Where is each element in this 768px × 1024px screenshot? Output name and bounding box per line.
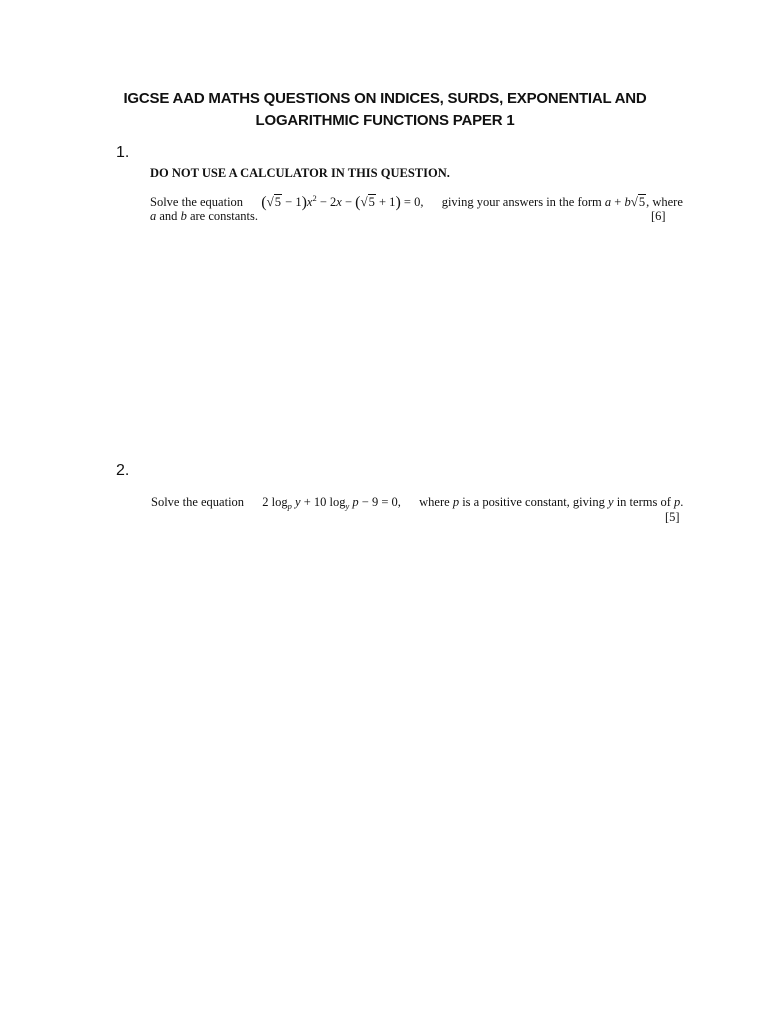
question-1-answer-form: a + b√5, <box>604 194 650 209</box>
page-title-line-2: LOGARITHMIC FUNCTIONS PAPER 1 <box>255 112 515 129</box>
question-1-tail-text: giving your answers in the form <box>441 195 602 209</box>
question-2-equation: 2 $\log_p y + 10$ $\log_y p - 9 = 0$, <box>262 495 401 511</box>
question-1-line-2: a and b are constants. <box>150 209 258 223</box>
question-2-line-1: Solve the equation 2 $\log_p y + 10$ $\log_y p - 9 = 0$, where p is a positive constant, giving y in terms of p. <box>151 495 684 511</box>
page-title-line-1: IGCSE AAD MATHS QUESTIONS ON INDICES, SURDS, EXPONENTIAL AND <box>123 90 647 107</box>
question-1-line-2-text: are constants. <box>189 209 258 223</box>
question-2-lead-text: Solve the equation <box>151 495 245 509</box>
question-1-instruction: DO NOT USE A CALCULATOR IN THIS QUESTION. <box>150 166 450 180</box>
question-1-number: 1. <box>116 144 130 161</box>
question-2-marks: [5] <box>665 510 680 524</box>
question-2-number: 2. <box>116 462 130 479</box>
question-1-equation: $(√5 - 1)x^2 - 2x - (√5 + 1) = 0$, <box>261 193 427 211</box>
question-1-marks: [6] <box>651 209 666 223</box>
question-1-where-text: where <box>652 195 683 209</box>
question-1-lead-text: Solve the equation <box>150 195 244 209</box>
